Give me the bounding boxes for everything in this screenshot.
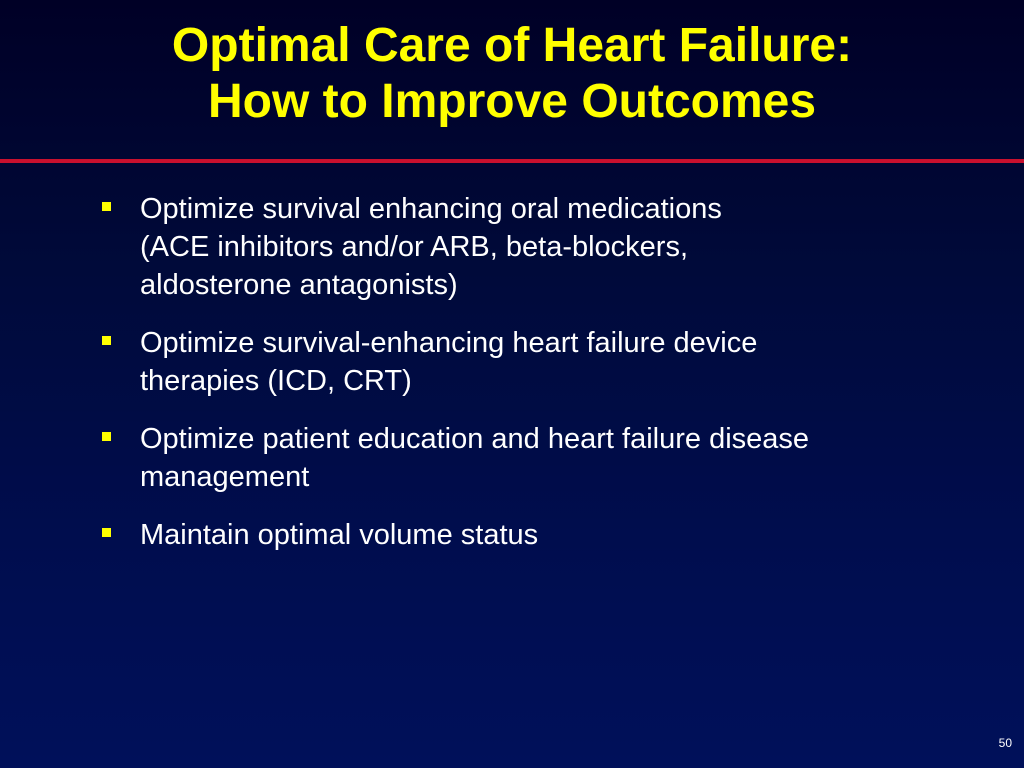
bullet-text — [140, 516, 960, 554]
square-bullet-icon — [102, 528, 111, 537]
page-number: 50 — [998, 736, 1012, 750]
bullet-item — [100, 324, 960, 400]
slide-title-line: How to Improve Outcomes — [207, 75, 817, 128]
bullet-line: Maintain optimal volume status — [140, 519, 539, 551]
bullet-item — [100, 190, 960, 304]
bullet-line: Optimize survival enhancing oral medications — [140, 193, 722, 225]
slide-title-line: Optimal Care of Heart Failure: — [171, 19, 853, 72]
bullet-item — [100, 420, 960, 496]
slide-title — [0, 18, 1024, 130]
bullet-text — [140, 190, 960, 304]
bullet-line: Optimize patient education and heart failure disease — [140, 423, 810, 455]
bullet-line: Optimize survival-enhancing heart failure device — [140, 327, 758, 359]
bullet-item — [100, 516, 960, 554]
square-bullet-icon — [102, 202, 111, 211]
bullet-line: aldosterone antagonists) — [140, 269, 458, 301]
square-bullet-icon — [102, 432, 111, 441]
bullet-text — [140, 324, 960, 400]
bullet-text — [140, 420, 960, 496]
bullet-line: management — [140, 461, 310, 493]
title-divider — [0, 159, 1024, 163]
bullet-line: therapies (ICD, CRT) — [140, 365, 412, 397]
square-bullet-icon — [102, 336, 111, 345]
bullet-list — [100, 190, 960, 574]
bullet-line: (ACE inhibitors and/or ARB, beta-blockers, — [140, 231, 689, 263]
